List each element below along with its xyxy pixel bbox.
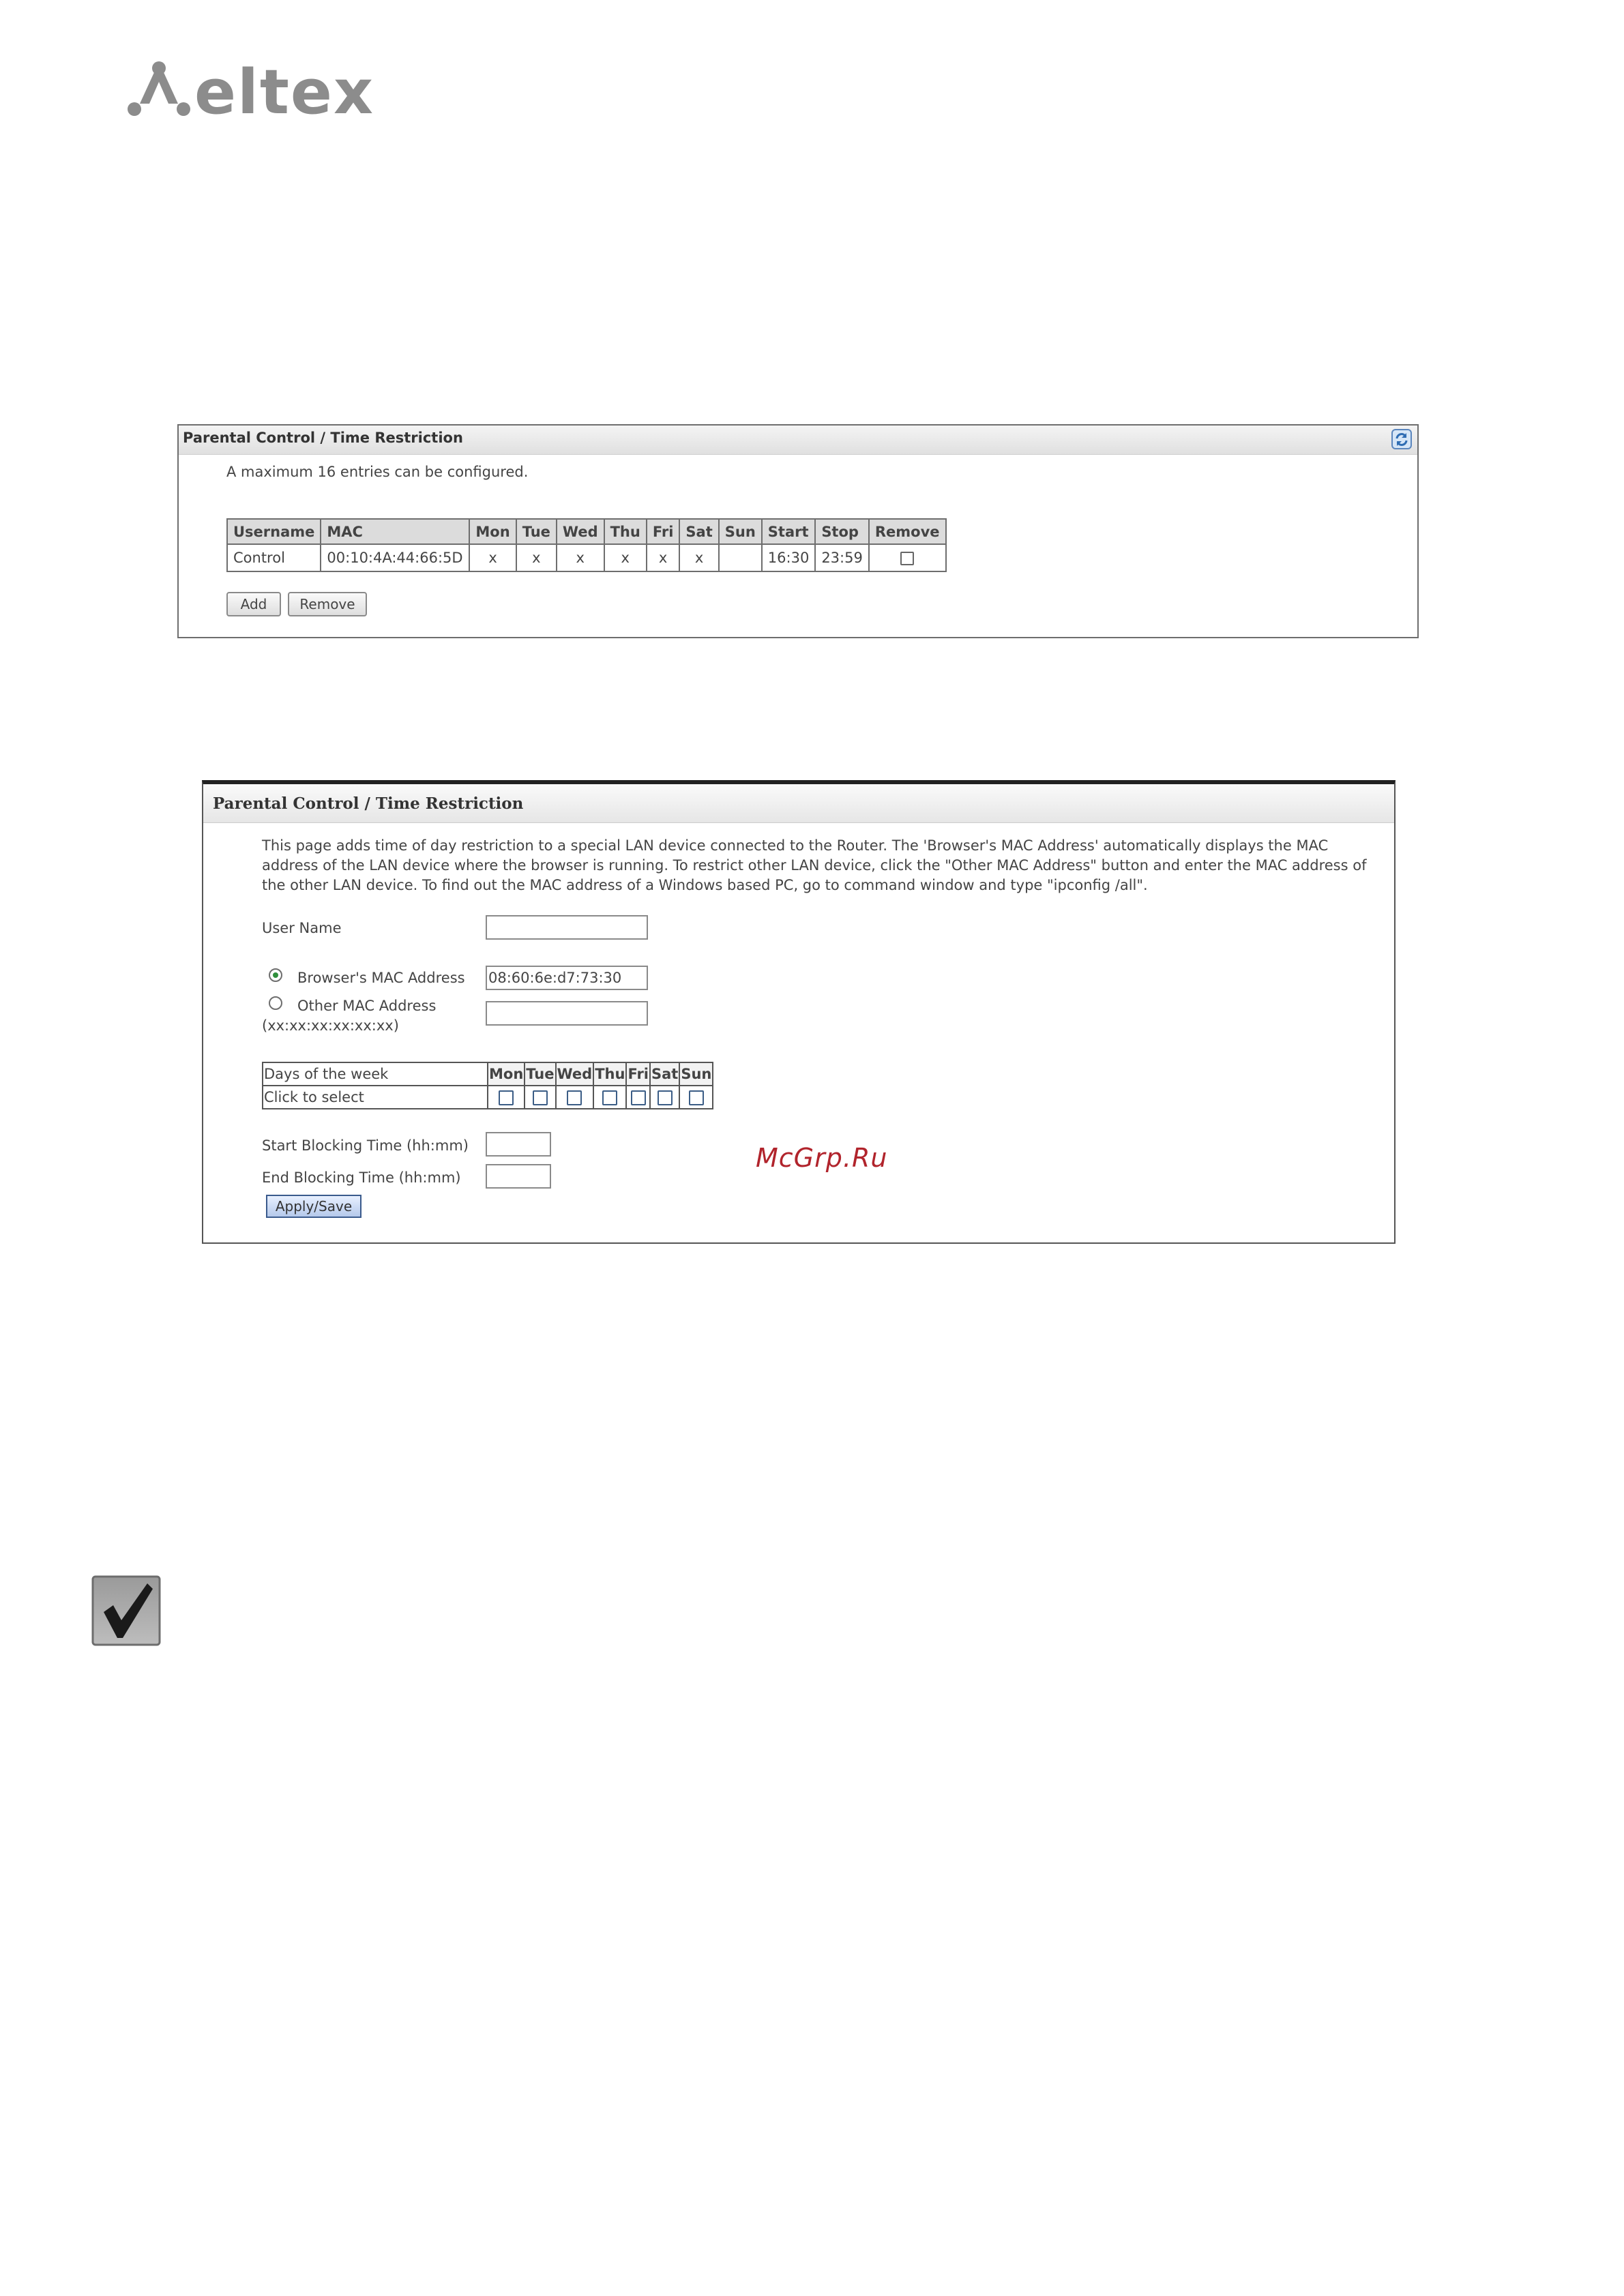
other-mac-hint: (xx:xx:xx:xx:xx:xx) [262, 1017, 399, 1034]
column-header: Fri [647, 519, 680, 544]
cell-wed: x [557, 544, 604, 571]
user-name-input[interactable] [486, 915, 648, 940]
day-checkbox-fri[interactable] [631, 1090, 646, 1105]
other-mac-label: Other MAC Address [297, 998, 437, 1014]
apply-save-button[interactable]: Apply/Save [266, 1195, 361, 1218]
column-header: Stop [815, 519, 869, 544]
cell-thu: x [604, 544, 647, 571]
panel-title: Parental Control / Time Restriction [213, 794, 524, 813]
cell-remove [869, 544, 946, 571]
browser-mac-input[interactable]: 08:60:6e:d7:73:30 [486, 966, 648, 990]
browser-mac-label: Browser's MAC Address [297, 970, 465, 986]
remove-checkbox[interactable] [900, 552, 914, 565]
column-header: Thu [604, 519, 647, 544]
restriction-table [226, 518, 947, 572]
day-header: Wed [556, 1062, 594, 1086]
table-row [227, 544, 946, 571]
start-time-label: Start Blocking Time (hh:mm) [262, 1137, 469, 1154]
days-select-row [263, 1086, 713, 1109]
column-header: Sat [679, 519, 718, 544]
end-time-input[interactable] [486, 1164, 551, 1189]
remove-button[interactable]: Remove [288, 592, 367, 616]
add-time-restriction-panel [202, 780, 1396, 1244]
checkmark-icon [91, 1575, 161, 1646]
watermark-text: McGrp.Ru [756, 1143, 888, 1173]
max-entries-note: A maximum 16 entries can be configured. [226, 464, 529, 480]
cell-sun [719, 544, 762, 571]
column-header: Mon [469, 519, 516, 544]
days-select-label: Click to select [263, 1086, 488, 1109]
column-header: Wed [557, 519, 604, 544]
day-header: Sat [650, 1062, 679, 1086]
user-name-label: User Name [262, 920, 342, 936]
day-cell [525, 1086, 555, 1109]
column-header: Start [762, 519, 816, 544]
day-cell [488, 1086, 525, 1109]
logo-text: eltex [194, 57, 375, 128]
day-cell [593, 1086, 626, 1109]
eltex-logo [126, 57, 399, 128]
column-header: Username [227, 519, 321, 544]
day-header: Thu [593, 1062, 626, 1086]
browser-mac-radio[interactable] [269, 968, 282, 982]
cell-fri: x [647, 544, 680, 571]
day-cell [626, 1086, 650, 1109]
day-checkbox-sun[interactable] [689, 1090, 704, 1105]
add-button[interactable]: Add [226, 592, 281, 616]
refresh-icon[interactable] [1391, 429, 1412, 449]
cell-start: 16:30 [762, 544, 816, 571]
panel-header [179, 426, 1417, 455]
panel-header [203, 784, 1394, 823]
day-header: Fri [626, 1062, 650, 1086]
day-cell [650, 1086, 679, 1109]
day-header: Tue [525, 1062, 555, 1086]
day-checkbox-wed[interactable] [567, 1090, 582, 1105]
day-header: Mon [488, 1062, 525, 1086]
time-restriction-list-panel [177, 424, 1419, 638]
cell-username: Control [227, 544, 321, 571]
table-header-row [227, 519, 946, 544]
cell-sat: x [679, 544, 718, 571]
other-mac-radio[interactable] [269, 996, 282, 1010]
day-checkbox-thu[interactable] [602, 1090, 617, 1105]
day-checkbox-sat[interactable] [658, 1090, 673, 1105]
cell-stop: 23:59 [815, 544, 869, 571]
column-header: Sun [719, 519, 762, 544]
cell-tue: x [516, 544, 557, 571]
day-checkbox-mon[interactable] [499, 1090, 514, 1105]
column-header: MAC [321, 519, 469, 544]
column-header: Tue [516, 519, 557, 544]
other-mac-input[interactable] [486, 1001, 648, 1026]
column-header: Remove [869, 519, 946, 544]
day-header: Sun [679, 1062, 713, 1086]
days-of-week-table [262, 1062, 713, 1109]
days-header-label: Days of the week [263, 1062, 488, 1086]
day-cell [556, 1086, 594, 1109]
day-checkbox-tue[interactable] [533, 1090, 548, 1105]
panel-title: Parental Control / Time Restriction [183, 430, 463, 446]
cell-mac: 00:10:4A:44:66:5D [321, 544, 469, 571]
day-cell [679, 1086, 713, 1109]
cell-mon: x [469, 544, 516, 571]
days-header-row [263, 1062, 713, 1086]
start-time-input[interactable] [486, 1132, 551, 1157]
eltex-logo-icon [126, 61, 192, 121]
end-time-label: End Blocking Time (hh:mm) [262, 1169, 461, 1186]
description-text: This page adds time of day restriction to a special LAN device connected to the Router. The 'Browser's MAC Address' automatically displays the MAC address of the LAN device where the browser is running. To restrict other LAN device, click the "Other MAC Address" button and enter the MAC address of the other LAN device. To find out the MAC address of a Windows based PC, go to command window and type "ipconfig /all". [262, 837, 1367, 893]
